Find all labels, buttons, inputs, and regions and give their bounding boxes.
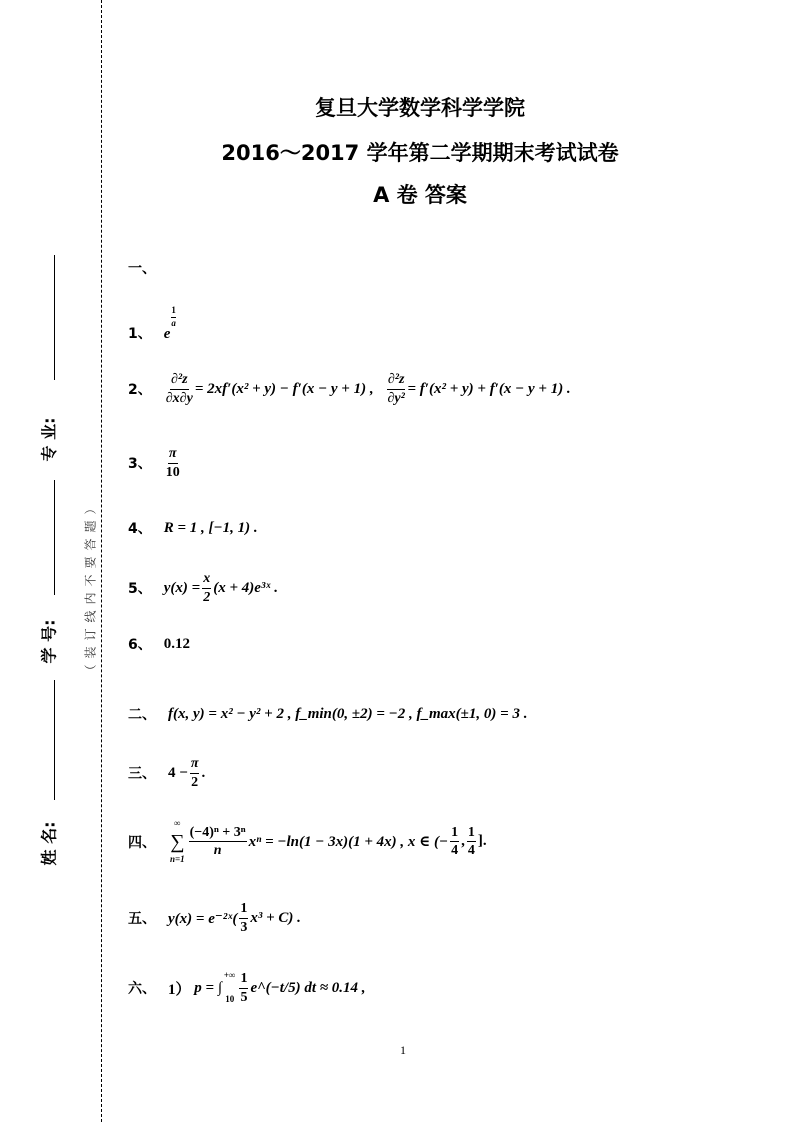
exponent-fraction [171, 305, 176, 329]
section1-q2-f2-den: ∂y² [387, 390, 405, 406]
student-id-label: 学 号: [39, 619, 59, 664]
section1-q5-num: x [202, 570, 211, 589]
section2-expr: f(x, y) = x² − y² + 2 , f_min(0, ±2) = −2 , f_max(±1, 0) = 3 . [168, 705, 528, 722]
section4-a-den: 4 [451, 843, 459, 859]
section3-pre: 4 − [168, 764, 188, 781]
section4-rhs: xⁿ = −ln(1 − 3x)(1 + 4x) , x ∈ (− [248, 834, 449, 851]
answer-2 [128, 704, 527, 724]
section4-label: 四、 [128, 834, 156, 851]
section6-pre: p = ∫ [194, 979, 222, 996]
section3-num: π [190, 755, 200, 774]
section4-sum-top: ∞ [174, 818, 181, 828]
section1-q5-lhs: y(x) = [163, 579, 201, 596]
answer-1-3 [128, 445, 182, 481]
section1-q5-den: 2 [203, 589, 211, 605]
section4-b-den: 4 [467, 843, 475, 859]
section1-q6-expr: 0.12 [163, 635, 190, 652]
section1-q2-f2-rhs: = f′(x² + y) + f′(x − y + 1) . [407, 380, 571, 397]
section1-label: 一、 [128, 261, 156, 277]
section-1-heading [128, 258, 168, 278]
section1-q3-den: 10 [165, 464, 180, 480]
answer-1-1 [128, 305, 176, 343]
sum-operator [170, 818, 185, 865]
integral-limits [224, 970, 236, 1005]
section5-label: 五、 [128, 911, 156, 927]
section1-q3-num: π [168, 445, 178, 464]
answer-1-6 [128, 634, 190, 654]
section6-upper: +∞ [223, 970, 236, 981]
section5-num: 1 [239, 900, 248, 919]
section1-q2-f2-num: ∂²z [387, 371, 406, 390]
section1-q2-f1-num: ∂²z [170, 371, 189, 390]
binding-dashed-line [101, 0, 102, 1122]
section4-num: (−4)ⁿ + 3ⁿ [189, 824, 247, 843]
section1-q1-label: 1、 [128, 326, 152, 343]
section4-end: ]. [477, 833, 487, 850]
answer-3 [128, 755, 205, 791]
section1-q1-expr: e [163, 326, 171, 343]
name-label: 姓 名: [39, 821, 59, 866]
answer-1-5 [128, 570, 278, 606]
section1-q4-label: 4、 [128, 521, 152, 537]
section6-item: 1） [168, 981, 191, 998]
section1-q6-label: 6、 [128, 637, 152, 653]
section1-q2-f1-den: ∂x∂y [165, 390, 193, 406]
section2-label: 二、 [128, 707, 156, 723]
section4-den: n [213, 843, 222, 859]
section5-post: x³ + C) . [250, 909, 301, 926]
section6-lower: 10 [225, 994, 235, 1004]
binding-note: （装订线内不要答题） [83, 496, 98, 677]
page-number: 1 [400, 1043, 406, 1057]
paper-title: A 卷 答案 [373, 183, 467, 207]
answer-1-4 [128, 518, 258, 538]
section3-post: . [201, 764, 206, 781]
section6-label: 六、 [128, 981, 156, 997]
student-id-underline [54, 480, 55, 595]
section5-den: 3 [240, 919, 248, 935]
section1-q5-rhs: (x + 4)e³ˣ . [213, 579, 278, 596]
section3-den: 2 [191, 774, 199, 790]
school-title: 复旦大学数学科学学院 [315, 96, 525, 120]
answer-5 [128, 900, 301, 936]
section1-q1-exp-num: 1 [171, 305, 176, 318]
section1-q2-f1-rhs: = 2xf′(x² + y) − f′(x − y + 1) , [194, 380, 374, 397]
section1-q5-label: 5、 [128, 581, 152, 597]
section1-q4-expr: R = 1 , [−1, 1) . [163, 519, 258, 536]
section6-den: 5 [240, 989, 248, 1005]
answer-1-2 [128, 371, 571, 407]
section6-num: 1 [239, 970, 248, 989]
term-title: 2016～2017 学年第二学期期末考试试卷 [221, 141, 619, 165]
answer-6 [128, 970, 366, 1006]
major-label: 专 业: [39, 417, 59, 462]
section1-q3-label: 3、 [128, 456, 152, 472]
answer-4 [128, 818, 487, 865]
section1-q1-exp-den: a [171, 317, 176, 328]
section4-sum: ∑ [170, 830, 185, 853]
section4-sum-bot: n=1 [170, 853, 185, 864]
section4-b-num: 1 [467, 824, 476, 843]
section4-a-num: 1 [450, 824, 459, 843]
major-underline [54, 255, 55, 380]
name-underline [54, 680, 55, 800]
section5-pre: y(x) = e⁻²ˣ( [168, 910, 238, 927]
section3-label: 三、 [128, 766, 156, 782]
section6-post: e^(−t/5) dt ≈ 0.14 , [250, 979, 366, 996]
section4-mid: , [461, 833, 465, 850]
section1-q2-label: 2、 [128, 382, 152, 398]
